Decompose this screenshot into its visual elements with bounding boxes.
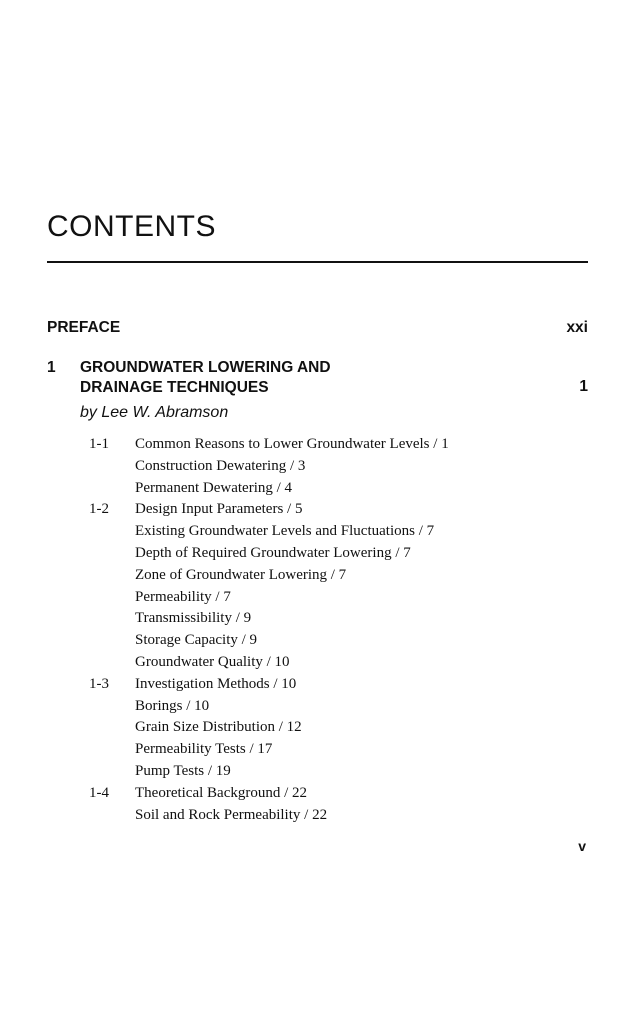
- page-title: CONTENTS: [47, 210, 216, 243]
- chapter-title-line-2: DRAINAGE TECHNIQUES: [80, 379, 269, 396]
- toc-entry: [0, 717, 638, 739]
- preface-page-number: xxi: [566, 319, 588, 336]
- entry-text: Grain Size Distribution / 12: [135, 719, 302, 736]
- entry-text: Storage Capacity / 9: [135, 632, 258, 649]
- entry-text: Permeability / 7: [135, 588, 231, 605]
- toc-entry-list: [0, 434, 638, 826]
- toc-entry: [0, 478, 638, 500]
- toc-entry: [0, 587, 638, 609]
- entry-text: Construction Dewatering / 3: [135, 457, 306, 474]
- entry-text: Transmissibility / 9: [135, 610, 252, 627]
- title-rule: [47, 261, 588, 263]
- toc-entry: [0, 739, 638, 761]
- toc-entry: [0, 674, 638, 696]
- toc-entry: [0, 696, 638, 718]
- toc-entry: [0, 608, 638, 630]
- toc-entry: [0, 652, 638, 674]
- entry-text: Zone of Groundwater Lowering / 7: [135, 566, 347, 583]
- toc-entry: [0, 434, 638, 456]
- toc-entry: [0, 783, 638, 805]
- chapter-page-number: 1: [579, 378, 588, 395]
- entry-text: Borings / 10: [135, 697, 210, 714]
- section-number: 1-1: [89, 436, 109, 452]
- section-number: 1-3: [89, 675, 109, 692]
- toc-entry: [0, 761, 638, 783]
- chapter-author: by Lee W. Abramson: [80, 404, 229, 421]
- entry-text: Theoretical Background / 22: [135, 784, 308, 801]
- page-folio: v: [578, 838, 586, 854]
- toc-entry: [0, 499, 638, 521]
- toc-entry: [0, 630, 638, 652]
- section-number: 1-4: [89, 784, 109, 801]
- chapter-title-line-1: GROUNDWATER LOWERING AND: [80, 359, 331, 376]
- entry-text: Permeability Tests / 17: [135, 741, 273, 758]
- section-number: 1-2: [89, 501, 109, 518]
- toc-entry: [0, 456, 638, 478]
- toc-entry: [0, 543, 638, 565]
- chapter-number: 1: [47, 359, 56, 376]
- entry-text: Design Input Parameters / 5: [135, 501, 303, 518]
- entry-text: Pump Tests / 19: [135, 762, 231, 779]
- entry-text: Permanent Dewatering / 4: [135, 479, 293, 496]
- toc-entry: [0, 805, 638, 827]
- chapter-title: [80, 358, 331, 398]
- preface-label: PREFACE: [47, 319, 121, 336]
- entry-text: Soil and Rock Permeability / 22: [135, 806, 328, 823]
- entry-text: Groundwater Quality / 10: [135, 653, 290, 670]
- entry-text: Depth of Required Groundwater Lowering / 7: [135, 544, 411, 561]
- toc-entry: [0, 521, 638, 543]
- entry-text: Existing Groundwater Levels and Fluctuations / 7: [135, 523, 435, 540]
- entry-text: Common Reasons to Lower Groundwater Levels / 1: [135, 436, 449, 452]
- entry-text: Investigation Methods / 10: [135, 675, 297, 692]
- toc-entry: [0, 565, 638, 587]
